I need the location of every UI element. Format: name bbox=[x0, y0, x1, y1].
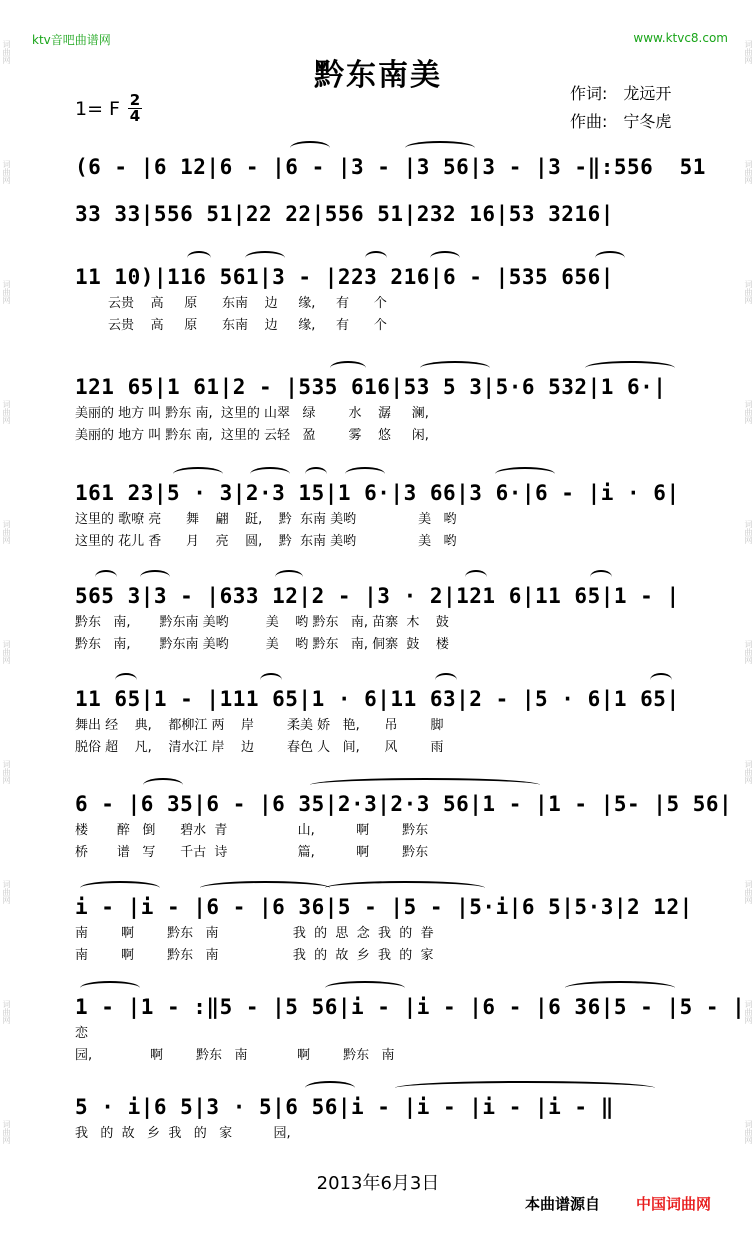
watermark-text: 词曲网 bbox=[2, 40, 11, 64]
composer-name: 宁冬虎 bbox=[623, 112, 672, 131]
score-line bbox=[75, 479, 685, 553]
lyricist-name: 龙远开 bbox=[623, 84, 672, 103]
watermark-text: 词曲网 bbox=[744, 520, 753, 544]
watermark-text: 词曲网 bbox=[744, 1000, 753, 1024]
watermark-text: 词曲网 bbox=[744, 160, 753, 184]
score-line bbox=[75, 153, 706, 181]
lyrics-verse-2: 园, 啊 黔东 南 啊 黔东 南 bbox=[75, 1048, 395, 1063]
notation-line: 121 65|1 61|2 - |535 616|53 5 3|5·6 532|1 6·| bbox=[75, 375, 667, 399]
lyrics-verse-1: 黔东 南, 黔东南 美哟 美 哟 黔东 南, 苗寨 木 鼓 bbox=[75, 615, 449, 630]
slur-marks bbox=[75, 568, 685, 582]
watermark-text: 词曲网 bbox=[744, 40, 753, 64]
lyrics-verse-1: 南 啊 黔东 南 我 的 思 念 我 的 眷 bbox=[75, 926, 434, 941]
lyrics-verse-2: 黔东 南, 黔东南 美哟 美 哟 黔东 南, 侗寨 鼓 楼 bbox=[75, 637, 449, 652]
composer-credit bbox=[570, 109, 671, 132]
right-watermark-strip bbox=[742, 0, 756, 1241]
slur-marks bbox=[75, 776, 685, 790]
composer-label: 作曲: bbox=[570, 112, 608, 131]
watermark-text: 词曲网 bbox=[744, 640, 753, 664]
lyrics-verse-2: 美丽的 地方 叫 黔东 南, 这里的 云轻 盈 雾 悠 闲, bbox=[75, 428, 429, 443]
notation-line: 33 33|556 51|22 22|556 51|232 16|53 3216| bbox=[75, 202, 614, 226]
lyricist-label: 作词: bbox=[570, 84, 608, 103]
watermark-text: 词曲网 bbox=[2, 520, 11, 544]
watermark-text: 词曲网 bbox=[2, 1000, 11, 1024]
score-line bbox=[75, 582, 685, 656]
watermark-text: 词曲网 bbox=[2, 760, 11, 784]
watermark-text: 词曲网 bbox=[744, 760, 753, 784]
score-line bbox=[75, 263, 685, 337]
left-watermark-strip bbox=[0, 0, 14, 1241]
lyrics-verse-2: 这里的 花儿 香 月 亮 圆, 黔 东南 美哟 美 哟 bbox=[75, 534, 457, 549]
source-site-link[interactable]: 中国词曲网 bbox=[636, 1195, 712, 1213]
lyrics-verse-2: 云贵 高 原 东南 边 缘, 有 个 bbox=[75, 318, 387, 333]
score-line bbox=[75, 790, 733, 864]
lyricist-credit bbox=[570, 81, 671, 104]
lyrics-verse-1: 这里的 歌嘹 亮 舞 翩 跹, 黔 东南 美哟 美 哟 bbox=[75, 512, 457, 527]
watermark-text: 词曲网 bbox=[2, 160, 11, 184]
notation-line: i - |i - |6 - |6 36|5 - |5 - |5·i|6 5|5·3|2 12| bbox=[75, 895, 693, 919]
header-right-site: www.ktvc8.com bbox=[633, 31, 728, 45]
lyrics-verse-1: 我 的 故 乡 我 的 家 园, bbox=[75, 1126, 291, 1141]
time-beats: 2 bbox=[129, 91, 141, 109]
lyrics-verse-1: 恋 bbox=[75, 1026, 89, 1041]
watermark-text: 词曲网 bbox=[744, 880, 753, 904]
slur-marks bbox=[75, 249, 685, 263]
score-line bbox=[75, 373, 685, 447]
time-unit: 4 bbox=[129, 107, 141, 125]
key-label: 1= F bbox=[75, 98, 120, 120]
notation-line: 5 · i|6 5|3 · 5|6 56|i - |i - |i - |i - ‖ bbox=[75, 1095, 614, 1119]
watermark-text: 词曲网 bbox=[2, 400, 11, 424]
notation-line: 11 65|1 - |111 65|1 · 6|11 63|2 - |5 · 6|1 65| bbox=[75, 687, 680, 711]
watermark-text: 词曲网 bbox=[2, 880, 11, 904]
score-line bbox=[75, 993, 746, 1067]
date-stamp: 2013年6月3日 bbox=[316, 1173, 440, 1194]
score-line bbox=[75, 685, 685, 759]
slur-marks bbox=[75, 979, 685, 993]
watermark-text: 词曲网 bbox=[744, 400, 753, 424]
watermark-text: 词曲网 bbox=[744, 1120, 753, 1144]
score-line bbox=[75, 1093, 685, 1145]
lyrics-verse-2: 桥 谱 写 千古 诗 篇, 啊 黔东 bbox=[75, 845, 429, 860]
watermark-text: 词曲网 bbox=[2, 1120, 11, 1144]
watermark-text: 词曲网 bbox=[2, 280, 11, 304]
notation-line: 565 3|3 - |633 12|2 - |3 · 2|121 6|11 65|1 - | bbox=[75, 584, 680, 608]
watermark-text: 词曲网 bbox=[2, 640, 11, 664]
lyrics-verse-1: 楼 醉 倒 碧水 青 山, 啊 黔东 bbox=[75, 823, 429, 838]
notation-line: (6 - |6 12|6 - |6 - |3 - |3 56|3 - |3 -‖:556 51 bbox=[75, 155, 706, 179]
slur-marks bbox=[75, 139, 685, 153]
notation-line: 6 - |6 35|6 - |6 35|2·3|2·3 56|1 - |1 - |5- |5 56| bbox=[75, 792, 733, 816]
slur-marks bbox=[75, 671, 685, 685]
slur-marks bbox=[75, 359, 685, 373]
lyrics-verse-1: 美丽的 地方 叫 黔东 南, 这里的 山翠 绿 水 潺 澜, bbox=[75, 406, 429, 421]
time-signature bbox=[128, 93, 142, 124]
key-signature bbox=[75, 91, 141, 125]
watermark-text: 词曲网 bbox=[744, 280, 753, 304]
notation-line: 1 - |1 - :‖5 - |5 56|i - |i - |6 - |6 36|5 - |5 - | bbox=[75, 995, 746, 1019]
slur-marks bbox=[75, 465, 685, 479]
notation-line: 161 23|5 · 3|2·3 15|1 6·|3 66|3 6·|6 - |i · 6| bbox=[75, 481, 680, 505]
song-title: 黔东南美 bbox=[314, 58, 442, 93]
score-line bbox=[75, 200, 685, 228]
notation-line: 11 10)|116 561|3 - |223 216|6 - |535 656| bbox=[75, 265, 614, 289]
lyrics-verse-2: 脱俗 超 凡, 清水江 岸 边 春色 人 间, 风 雨 bbox=[75, 740, 444, 755]
slur-marks bbox=[75, 879, 685, 893]
source-prefix: 本曲谱源自 bbox=[525, 1195, 601, 1213]
lyrics-verse-1: 舞出 经 典, 都柳江 两 岸 柔美 娇 艳, 吊 脚 bbox=[75, 718, 444, 733]
lyrics-verse-2: 南 啊 黔东 南 我 的 故 乡 我 的 家 bbox=[75, 948, 434, 963]
lyrics-verse-1: 云贵 高 原 东南 边 缘, 有 个 bbox=[75, 296, 387, 311]
score-line bbox=[75, 893, 693, 967]
slur-marks bbox=[75, 1079, 685, 1093]
header-left-site: ktv音吧曲谱网 bbox=[32, 33, 111, 47]
